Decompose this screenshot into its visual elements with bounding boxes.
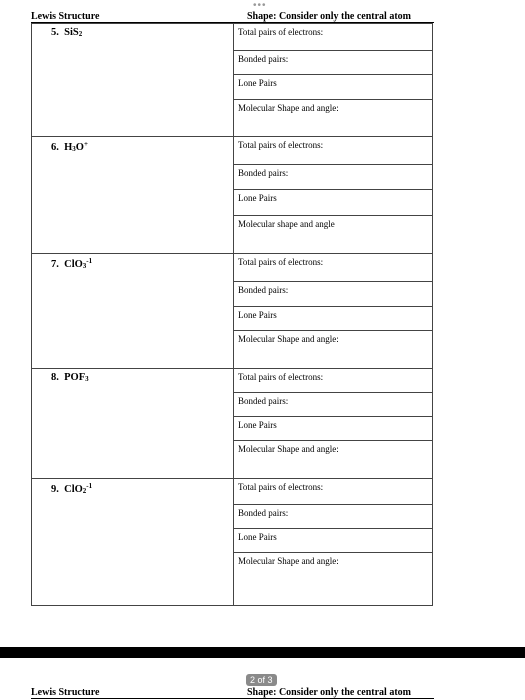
bonded-pairs-label: Bonded pairs: <box>238 396 289 406</box>
total-pairs-cell[interactable] <box>234 137 433 165</box>
problem-label <box>32 369 233 383</box>
problem-8-row <box>32 369 433 393</box>
molecular-shape-label: Molecular Shape and angle: <box>238 334 339 344</box>
formula-part: 2 <box>82 487 87 495</box>
formula-part: 3 <box>82 262 87 270</box>
bonded-pairs-cell[interactable] <box>234 505 433 529</box>
bonded-pairs-cell[interactable] <box>234 165 433 190</box>
total-pairs-label: Total pairs of electrons: <box>238 482 324 492</box>
total-pairs-label: Total pairs of electrons: <box>238 257 324 267</box>
lone-pairs-label: Lone Pairs <box>238 532 277 542</box>
formula-part: Si <box>64 27 73 38</box>
problem-label <box>32 24 233 38</box>
formula-part: POF <box>64 372 86 383</box>
formula-part: 3 <box>85 375 89 383</box>
formula-part: O <box>75 142 84 153</box>
total-pairs-cell[interactable] <box>234 479 433 505</box>
next-page-shape-header: Shape: Consider only the central atom <box>247 687 411 698</box>
problem-number: 7. <box>51 259 59 270</box>
next-page-header-rule <box>31 698 434 699</box>
problem-6-row <box>32 137 433 165</box>
total-pairs-cell[interactable] <box>234 254 433 282</box>
lone-pairs-label: Lone Pairs <box>238 420 277 430</box>
problem-7-row <box>32 254 433 282</box>
molecular-shape-cell[interactable] <box>234 216 433 254</box>
problem-number: 8. <box>51 372 59 383</box>
problem-number: 5. <box>51 27 59 38</box>
problem-5-row <box>32 24 433 51</box>
problem-number: 9. <box>51 484 59 495</box>
formula-part: 3 <box>72 145 76 153</box>
bonded-pairs-cell[interactable] <box>234 393 433 417</box>
lewis-structure-cell[interactable] <box>32 137 234 254</box>
molecular-shape-label: Molecular Shape and angle: <box>238 556 339 566</box>
molecular-shape-label: Molecular Shape and angle: <box>238 103 339 113</box>
formula-part: 2 <box>78 30 83 38</box>
molecular-shape-label: Molecular Shape and angle: <box>238 444 339 454</box>
problem-label <box>32 254 233 270</box>
worksheet-table <box>31 23 433 606</box>
total-pairs-label: Total pairs of electrons: <box>238 27 324 37</box>
molecular-shape-label: Molecular shape and angle <box>238 219 335 229</box>
lone-pairs-label: Lone Pairs <box>238 78 277 88</box>
bonded-pairs-label: Bonded pairs: <box>238 54 289 64</box>
bonded-pairs-label: Bonded pairs: <box>238 168 289 178</box>
lone-pairs-cell[interactable] <box>234 529 433 553</box>
lewis-structure-cell[interactable] <box>32 479 234 606</box>
page-separator <box>0 647 525 658</box>
lewis-structure-header: Lewis Structure <box>31 11 100 22</box>
total-pairs-label: Total pairs of electrons: <box>238 372 324 382</box>
formula-part: S <box>72 27 79 38</box>
problem-9-row <box>32 479 433 505</box>
shape-header: Shape: Consider only the central atom <box>247 11 411 22</box>
formula-part: H <box>64 142 73 153</box>
formula-part: ClO <box>64 259 83 270</box>
bonded-pairs-cell[interactable] <box>234 282 433 307</box>
formula-part: -1 <box>86 482 93 490</box>
molecular-shape-cell[interactable] <box>234 441 433 479</box>
molecular-shape-cell[interactable] <box>234 100 433 137</box>
problem-label <box>32 479 233 495</box>
page-indicator: 2 of 3 <box>246 674 277 686</box>
formula-part: + <box>83 140 88 148</box>
bonded-pairs-label: Bonded pairs: <box>238 508 289 518</box>
lone-pairs-cell[interactable] <box>234 417 433 441</box>
lewis-structure-cell[interactable] <box>32 254 234 369</box>
problem-label <box>32 137 233 153</box>
lewis-structure-cell[interactable] <box>32 369 234 479</box>
bonded-pairs-label: Bonded pairs: <box>238 285 289 295</box>
lone-pairs-cell[interactable] <box>234 75 433 100</box>
lone-pairs-cell[interactable] <box>234 307 433 331</box>
problem-number: 6. <box>51 142 59 153</box>
lewis-structure-cell[interactable] <box>32 24 234 137</box>
page-options-dots[interactable]: ••• <box>253 0 267 11</box>
total-pairs-cell[interactable] <box>234 24 433 51</box>
molecular-shape-cell[interactable] <box>234 553 433 606</box>
formula-part: -1 <box>86 257 93 265</box>
formula-part: ClO <box>64 484 83 495</box>
lone-pairs-cell[interactable] <box>234 190 433 216</box>
molecular-shape-cell[interactable] <box>234 331 433 369</box>
total-pairs-label: Total pairs of electrons: <box>238 140 324 150</box>
lone-pairs-label: Lone Pairs <box>238 310 277 320</box>
bonded-pairs-cell[interactable] <box>234 51 433 75</box>
next-page-lewis-header: Lewis Structure <box>31 687 100 698</box>
total-pairs-cell[interactable] <box>234 369 433 393</box>
lone-pairs-label: Lone Pairs <box>238 193 277 203</box>
